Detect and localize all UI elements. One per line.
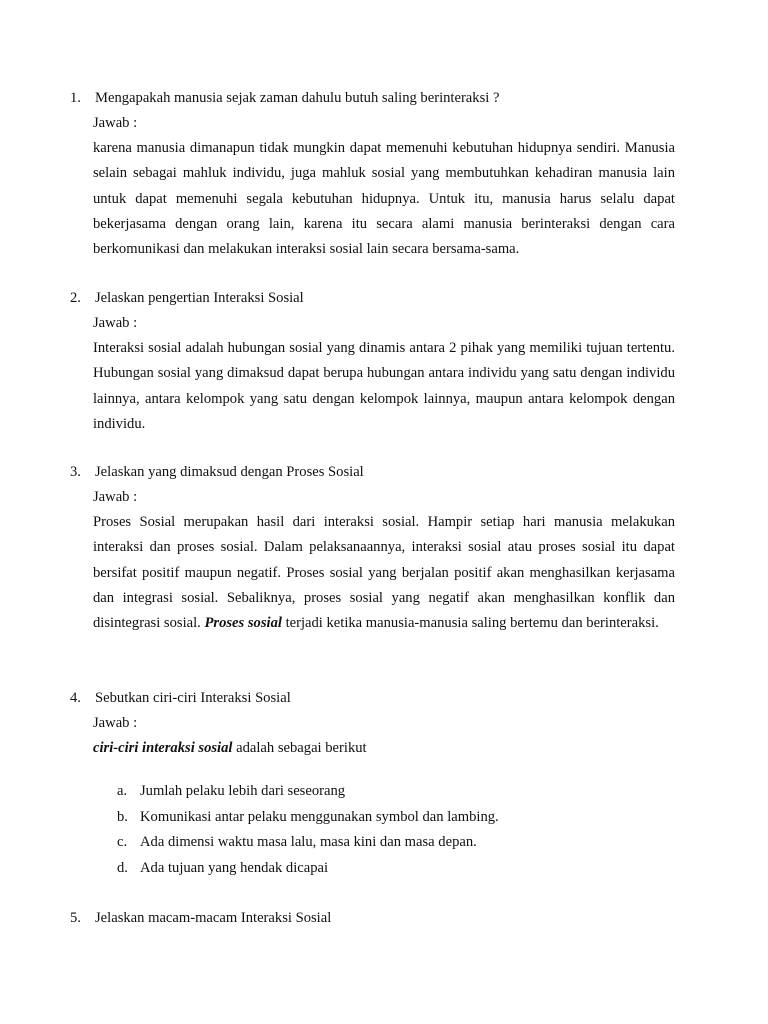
question-5 xyxy=(70,906,675,931)
question-2-number: 2. xyxy=(70,290,81,306)
question-5-text: Jelaskan macam-macam Interaksi Sosial xyxy=(95,910,332,926)
list-item-text: Ada dimensi waktu masa lalu, masa kini dan masa depan. xyxy=(140,834,477,850)
question-4-number: 4. xyxy=(70,690,81,706)
list-item-marker: c. xyxy=(117,834,128,850)
list-item-text: Ada tujuan yang hendak dicapai xyxy=(140,859,329,876)
list-item-marker: b. xyxy=(117,808,128,825)
question-3-jawab-label: Jawab : xyxy=(93,489,138,505)
question-4-line xyxy=(70,686,675,711)
question-1-jawab-label: Jawab : xyxy=(93,115,138,131)
list-item xyxy=(70,779,675,805)
question-1-answer: karena manusia dimanapun tidak mungkin dapat memenuhi kebutuhan hidupnya sendiri. Manusia selain sebagai mahluk individu, juga mahluk sosial yang membutuhkan kehadiran manusia lain untuk dapat memenuhi segala kebutuhan hidupnya. Untuk itu, manusia harus selalu dapat bekerjasama dengan orang lain, karena itu secara alami manusia berinteraksi dengan cara berkomunikasi dan melakukan interaksi sosial lain secara bersama-sama. xyxy=(93,140,675,258)
question-3-text: Jelaskan yang dimaksud dengan Proses Sosial xyxy=(95,464,364,480)
question-2-text: Jelaskan pengertian Interaksi Sosial xyxy=(95,290,304,306)
question-4-list xyxy=(70,779,675,881)
question-3-answer-part-1: Proses Sosial merupakan hasil dari interaksi sosial. Hampir setiap hari manusia melakukan interaksi dan proses sosial. Dalam pelaksanaannya, interaksi sosial atau proses sosial itu dapat bersifat positif maupun negatif. Proses sosial yang berjalan positif akan menghasilkan kerjasama dan integrasi sosial. Sebaliknya, proses sosial yang negatif akan menghasilkan konflik dan disintegrasi sosial. xyxy=(93,514,675,632)
list-item-text: Komunikasi antar pelaku menggunakan symbol dan lambing. xyxy=(140,808,499,825)
question-3-answer xyxy=(70,510,675,636)
list-item-marker: d. xyxy=(117,859,128,876)
question-3-number: 3. xyxy=(70,464,81,480)
list-item-marker: a. xyxy=(117,783,128,799)
question-3 xyxy=(70,460,675,636)
question-4-jawab-label: Jawab : xyxy=(93,715,138,731)
question-1-text: Mengapakah manusia sejak zaman dahulu butuh saling berinteraksi ? xyxy=(95,90,500,106)
question-1-number: 1. xyxy=(70,90,81,106)
question-4-lead-emphasis: ciri-ciri interaksi sosial xyxy=(93,740,233,756)
question-3-answer-part-2: terjadi ketika manusia-manusia saling bertemu dan berinteraksi. xyxy=(281,615,659,632)
question-5-number: 5. xyxy=(70,910,81,926)
question-4 xyxy=(70,686,675,881)
question-5-line xyxy=(70,906,675,931)
question-3-answer-emphasis: Proses sosial xyxy=(204,615,282,632)
question-1-line xyxy=(70,86,675,111)
question-3-line xyxy=(70,460,675,485)
list-item xyxy=(70,830,675,856)
question-4-lead xyxy=(70,736,675,761)
question-2-answer: Interaksi sosial adalah hubungan sosial yang dinamis antara 2 pihak yang memiliki tujuan tertentu. Hubungan sosial yang dimaksud dapat berupa hubungan antara individu yang satu dengan individu lainnya, antara kelompok yang satu dengan kelompok lainnya, maupun antara kelompok dengan individu. xyxy=(93,340,675,432)
question-2 xyxy=(70,286,675,437)
list-item-text: Jumlah pelaku lebih dari seseorang xyxy=(140,783,346,799)
question-2-jawab-label: Jawab : xyxy=(93,315,138,331)
question-4-lead-rest: adalah sebagai berikut xyxy=(232,740,367,756)
question-2-line xyxy=(70,286,675,311)
question-1 xyxy=(70,86,675,262)
list-item xyxy=(70,856,675,882)
question-4-text: Sebutkan ciri-ciri Interaksi Sosial xyxy=(95,690,291,706)
list-item xyxy=(70,805,675,831)
